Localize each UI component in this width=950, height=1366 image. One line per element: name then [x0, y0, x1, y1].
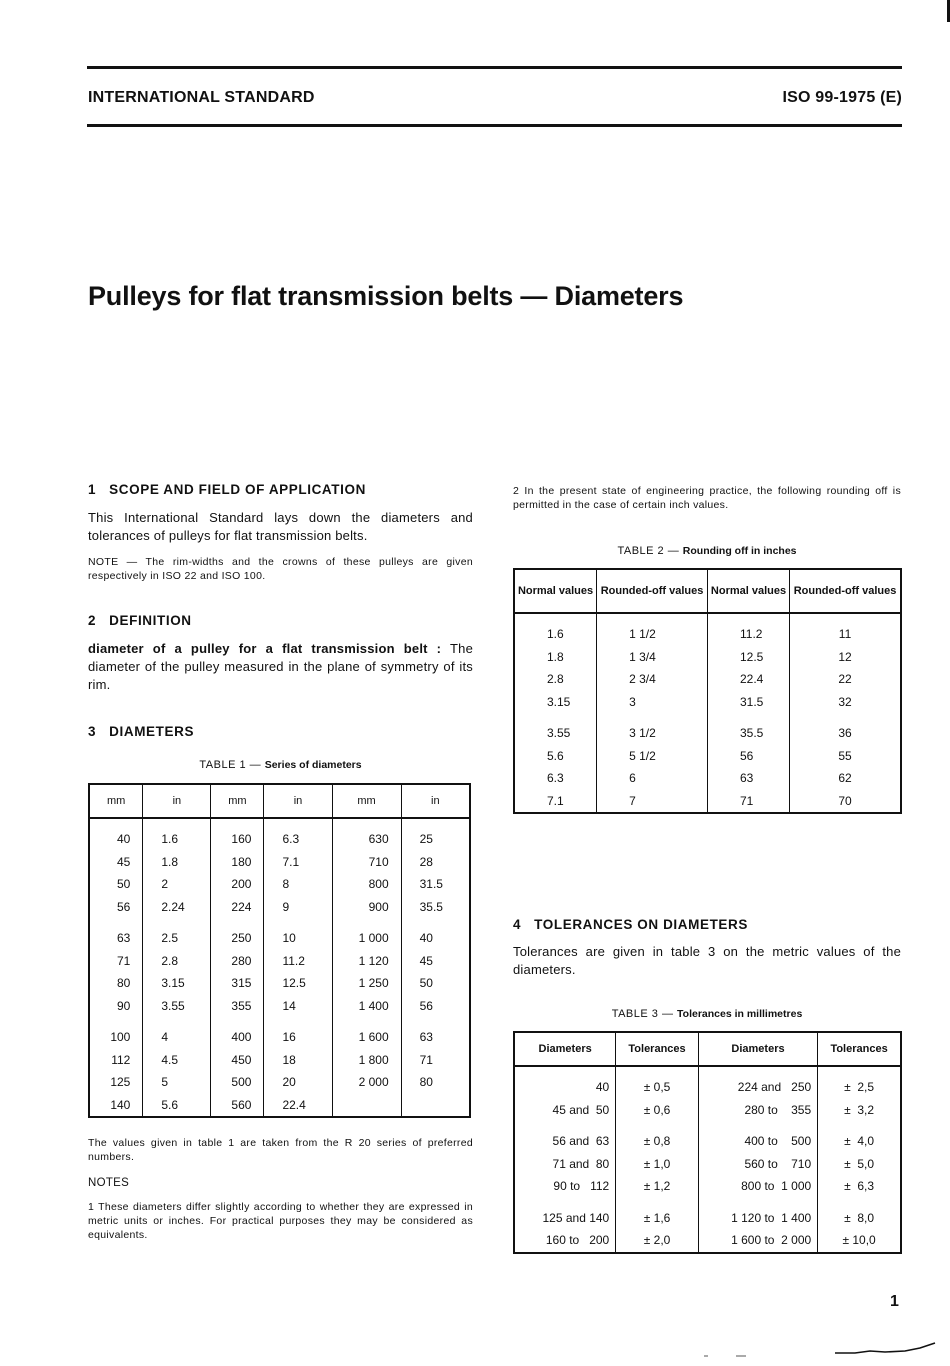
table-cell: 1.8	[143, 851, 211, 874]
table-cell: 160	[211, 818, 264, 851]
table-cell: 1.6	[143, 818, 211, 851]
section-1-note: NOTE — The rim-widths and the crowns of these pulleys are given respectively in ISO 22 and ISO 100.	[88, 556, 473, 582]
column-header: mm	[332, 784, 401, 818]
table-cell: 1 3/4	[597, 646, 708, 669]
column-header: Tolerances	[818, 1032, 901, 1066]
table-cell: 2.24	[143, 896, 211, 919]
table-header-row	[514, 1032, 901, 1066]
table-row	[89, 873, 470, 896]
column-header: Tolerances	[616, 1032, 699, 1066]
table-cell: 63	[707, 767, 789, 790]
table-cell: 55	[790, 745, 901, 768]
table-row	[514, 767, 901, 790]
table-cell: 2 000	[332, 1071, 401, 1094]
table-cell: 71 and 80	[514, 1153, 616, 1176]
table-cell: ± 1,0	[616, 1153, 699, 1176]
table-cell: 28	[401, 851, 470, 874]
table-row	[89, 995, 470, 1018]
table-cell: 90	[89, 995, 143, 1018]
column-header: Rounded-off values	[597, 569, 708, 613]
definition-term: diameter of a pulley for a flat transmission belt :	[88, 641, 442, 656]
table-cell: 56	[89, 896, 143, 919]
column-header: Rounded-off values	[790, 569, 901, 613]
table-row	[514, 1198, 901, 1230]
table-cell: 63	[401, 1017, 470, 1049]
scan-mark-icon	[830, 1340, 940, 1360]
table-cell: 71	[89, 950, 143, 973]
table-cell: 180	[211, 851, 264, 874]
table-cell: 5	[143, 1071, 211, 1094]
table-cell: 2.5	[143, 918, 211, 950]
table-cell: 1 1/2	[597, 613, 708, 646]
table-row	[89, 818, 470, 851]
table-2-rounding-off	[513, 568, 902, 814]
table-cell: 112	[89, 1049, 143, 1072]
table-row	[514, 668, 901, 691]
table-cell: 20	[264, 1071, 332, 1094]
header-right: ISO 99-1975 (E)	[782, 89, 902, 106]
table-cell: 2	[143, 873, 211, 896]
table-cell: 35.5	[707, 713, 789, 745]
table-cell: 100	[89, 1017, 143, 1049]
table-row	[514, 691, 901, 714]
table-cell: ± 2,0	[616, 1229, 699, 1253]
table-cell: 14	[264, 995, 332, 1018]
table-cell: 800 to 1 000	[698, 1175, 817, 1198]
section-2-body	[88, 640, 473, 694]
table2-caption: TABLE 2 — Rounding off in inches	[617, 545, 797, 557]
table-row	[514, 1175, 901, 1198]
table-cell: 80	[89, 972, 143, 995]
table-row	[514, 1229, 901, 1253]
table-cell: 315	[211, 972, 264, 995]
table-cell: 1 120 to 1 400	[698, 1198, 817, 1230]
table-cell: 11	[790, 613, 901, 646]
table-cell: 4	[143, 1017, 211, 1049]
table-cell: 12.5	[707, 646, 789, 669]
table-cell: 1 250	[332, 972, 401, 995]
table-cell: 5.6	[143, 1094, 211, 1118]
column-header: mm	[89, 784, 143, 818]
scan-dash-icon	[700, 1354, 760, 1360]
notes-heading: NOTES	[88, 1177, 130, 1189]
table-row	[514, 1099, 901, 1122]
table-cell: 63	[89, 918, 143, 950]
table-cell: 22	[790, 668, 901, 691]
header-top-rule	[87, 66, 902, 69]
table-cell: 32	[790, 691, 901, 714]
column-header: in	[143, 784, 211, 818]
table-cell: 7	[597, 790, 708, 814]
table-cell: ± 0,6	[616, 1099, 699, 1122]
table-cell: 45 and 50	[514, 1099, 616, 1122]
table-cell: 50	[89, 873, 143, 896]
table-cell: 1 600	[332, 1017, 401, 1049]
table-cell: 6.3	[264, 818, 332, 851]
table-cell: 9	[264, 896, 332, 919]
table-header-row	[89, 784, 470, 818]
table-cell: ± 8,0	[818, 1198, 901, 1230]
table-cell: 3	[597, 691, 708, 714]
table-cell: 50	[401, 972, 470, 995]
table-cell: 450	[211, 1049, 264, 1072]
table-cell: ± 6,3	[818, 1175, 901, 1198]
table-cell: 3.15	[514, 691, 597, 714]
table-cell: 125	[89, 1071, 143, 1094]
table-cell: 355	[211, 995, 264, 1018]
column-header: in	[264, 784, 332, 818]
table-cell: 250	[211, 918, 264, 950]
table-cell: 4.5	[143, 1049, 211, 1072]
column-header: in	[401, 784, 470, 818]
table-cell: 5 1/2	[597, 745, 708, 768]
table-3-tolerances	[513, 1031, 902, 1254]
table-cell: 800	[332, 873, 401, 896]
header-bottom-rule	[87, 124, 902, 127]
table-row	[514, 1066, 901, 1099]
table-cell: 560	[211, 1094, 264, 1118]
table-cell: 11.2	[264, 950, 332, 973]
column-header: Normal values	[707, 569, 789, 613]
table-cell: 18	[264, 1049, 332, 1072]
table-cell: 2.8	[514, 668, 597, 691]
table-cell: 90 to 112	[514, 1175, 616, 1198]
table-row	[514, 790, 901, 814]
table-cell: 1 600 to 2 000	[698, 1229, 817, 1253]
table-cell: 160 to 200	[514, 1229, 616, 1253]
table-cell: 71	[707, 790, 789, 814]
table-cell: 710	[332, 851, 401, 874]
table-cell: 2.8	[143, 950, 211, 973]
table-cell: 45	[89, 851, 143, 874]
table-cell: 1.6	[514, 613, 597, 646]
note-2: 2 In the present state of engineering practice, the following rounding off is permitted in the case of certain inch values.	[513, 485, 901, 511]
table-row	[89, 1017, 470, 1049]
table-cell: 1 120	[332, 950, 401, 973]
table-cell: ± 1,2	[616, 1175, 699, 1198]
table-cell: 11.2	[707, 613, 789, 646]
note-1: 1 These diameters differ slightly according to whether they are expressed in metric units or inches. For practical purposes they may be considered as equivalents.	[88, 1201, 473, 1241]
table-cell: 70	[790, 790, 901, 814]
table-row	[89, 972, 470, 995]
section-2-heading: 2 DEFINITION	[88, 613, 192, 628]
table-header-row	[514, 569, 901, 613]
table-cell: 5.6	[514, 745, 597, 768]
column-header: Diameters	[698, 1032, 817, 1066]
table-cell: 10	[264, 918, 332, 950]
table-row	[514, 1153, 901, 1176]
table-cell: 900	[332, 896, 401, 919]
right-column	[513, 484, 901, 1254]
table-cell: ± 2,5	[818, 1066, 901, 1099]
table-cell: ± 4,0	[818, 1121, 901, 1153]
table-cell: 12.5	[264, 972, 332, 995]
column-header: mm	[211, 784, 264, 818]
table-cell: 500	[211, 1071, 264, 1094]
table-row	[514, 1121, 901, 1153]
page-number: 1	[890, 1293, 899, 1310]
section-4-body: Tolerances are given in table 3 on the metric values of the diameters.	[513, 944, 901, 977]
table-cell: 56	[707, 745, 789, 768]
table-cell: 1 400	[332, 995, 401, 1018]
table-cell: 6	[597, 767, 708, 790]
table-cell: 62	[790, 767, 901, 790]
table-cell: 1 800	[332, 1049, 401, 1072]
table-cell: 31.5	[707, 691, 789, 714]
table-1-series-of-diameters	[88, 783, 471, 1118]
section-1-heading: 1 SCOPE AND FIELD OF APPLICATION	[88, 482, 366, 497]
table-cell: 224	[211, 896, 264, 919]
section-1-body: This International Standard lays down the diameters and tolerances of pulleys for flat transmission belts.	[88, 510, 473, 543]
table-cell: 400	[211, 1017, 264, 1049]
table-cell: 7.1	[264, 851, 332, 874]
table-cell: ± 0,5	[616, 1066, 699, 1099]
table-cell: 400 to 500	[698, 1121, 817, 1153]
table-cell: 6.3	[514, 767, 597, 790]
table-row	[514, 613, 901, 646]
table-cell: 140	[89, 1094, 143, 1118]
column-header: Diameters	[514, 1032, 616, 1066]
table-row	[89, 1049, 470, 1072]
table-cell: ± 3,2	[818, 1099, 901, 1122]
table-cell: 560 to 710	[698, 1153, 817, 1176]
table-row	[89, 851, 470, 874]
table-cell: 56 and 63	[514, 1121, 616, 1153]
table-cell: ± 5,0	[818, 1153, 901, 1176]
table-cell: 36	[790, 713, 901, 745]
table3-caption: TABLE 3 — Tolerances in millimetres	[611, 1008, 803, 1020]
table-cell: 22.4	[707, 668, 789, 691]
table-cell: 280	[211, 950, 264, 973]
table-row	[89, 950, 470, 973]
header-left: INTERNATIONAL STANDARD	[88, 89, 315, 106]
table-cell: 16	[264, 1017, 332, 1049]
table-cell: ± 0,8	[616, 1121, 699, 1153]
table-cell: 40	[89, 818, 143, 851]
table-cell: 35.5	[401, 896, 470, 919]
table-cell: 22.4	[264, 1094, 332, 1118]
table-cell: 3.55	[514, 713, 597, 745]
table-cell: 224 and 250	[698, 1066, 817, 1099]
table-row	[89, 918, 470, 950]
table-cell: 56	[401, 995, 470, 1018]
table-cell: 3 1/2	[597, 713, 708, 745]
table-row	[514, 745, 901, 768]
table-cell: 3.15	[143, 972, 211, 995]
column-header: Normal values	[514, 569, 597, 613]
table-cell: 7.1	[514, 790, 597, 814]
table-cell: 125 and 140	[514, 1198, 616, 1230]
table-cell: ± 10,0	[818, 1229, 901, 1253]
table-cell: 200	[211, 873, 264, 896]
table-cell: 280 to 355	[698, 1099, 817, 1122]
definition-text: The diameter of the pulley measured in the plane of symmetry of its rim.	[88, 641, 473, 692]
table-cell: 630	[332, 818, 401, 851]
table-cell: 2 3/4	[597, 668, 708, 691]
left-column	[88, 482, 473, 1242]
table-cell: 1 000	[332, 918, 401, 950]
table1-footnote: The values given in table 1 are taken from the R 20 series of preferred numbers.	[88, 1137, 473, 1163]
table-row	[514, 713, 901, 745]
table-cell: 25	[401, 818, 470, 851]
table-cell: 40	[514, 1066, 616, 1099]
table-cell: 1.8	[514, 646, 597, 669]
table-cell: 12	[790, 646, 901, 669]
page-title: Pulleys for flat transmission belts — Diameters	[88, 281, 684, 311]
table-cell: 31.5	[401, 873, 470, 896]
table-row	[89, 1094, 470, 1118]
section-3-heading: 3 DIAMETERS	[88, 724, 195, 739]
table-cell: 3.55	[143, 995, 211, 1018]
table1-caption: TABLE 1 — Series of diameters	[199, 759, 362, 771]
table-cell	[401, 1094, 470, 1118]
table-cell: 71	[401, 1049, 470, 1072]
table-cell: 45	[401, 950, 470, 973]
table-cell: ± 1,6	[616, 1198, 699, 1230]
table-cell: 8	[264, 873, 332, 896]
table-cell: 40	[401, 918, 470, 950]
table-row	[514, 646, 901, 669]
table-cell	[332, 1094, 401, 1118]
table-row	[89, 896, 470, 919]
table-row	[89, 1071, 470, 1094]
table-cell: 80	[401, 1071, 470, 1094]
section-4-heading: 4 TOLERANCES ON DIAMETERS	[513, 917, 748, 932]
